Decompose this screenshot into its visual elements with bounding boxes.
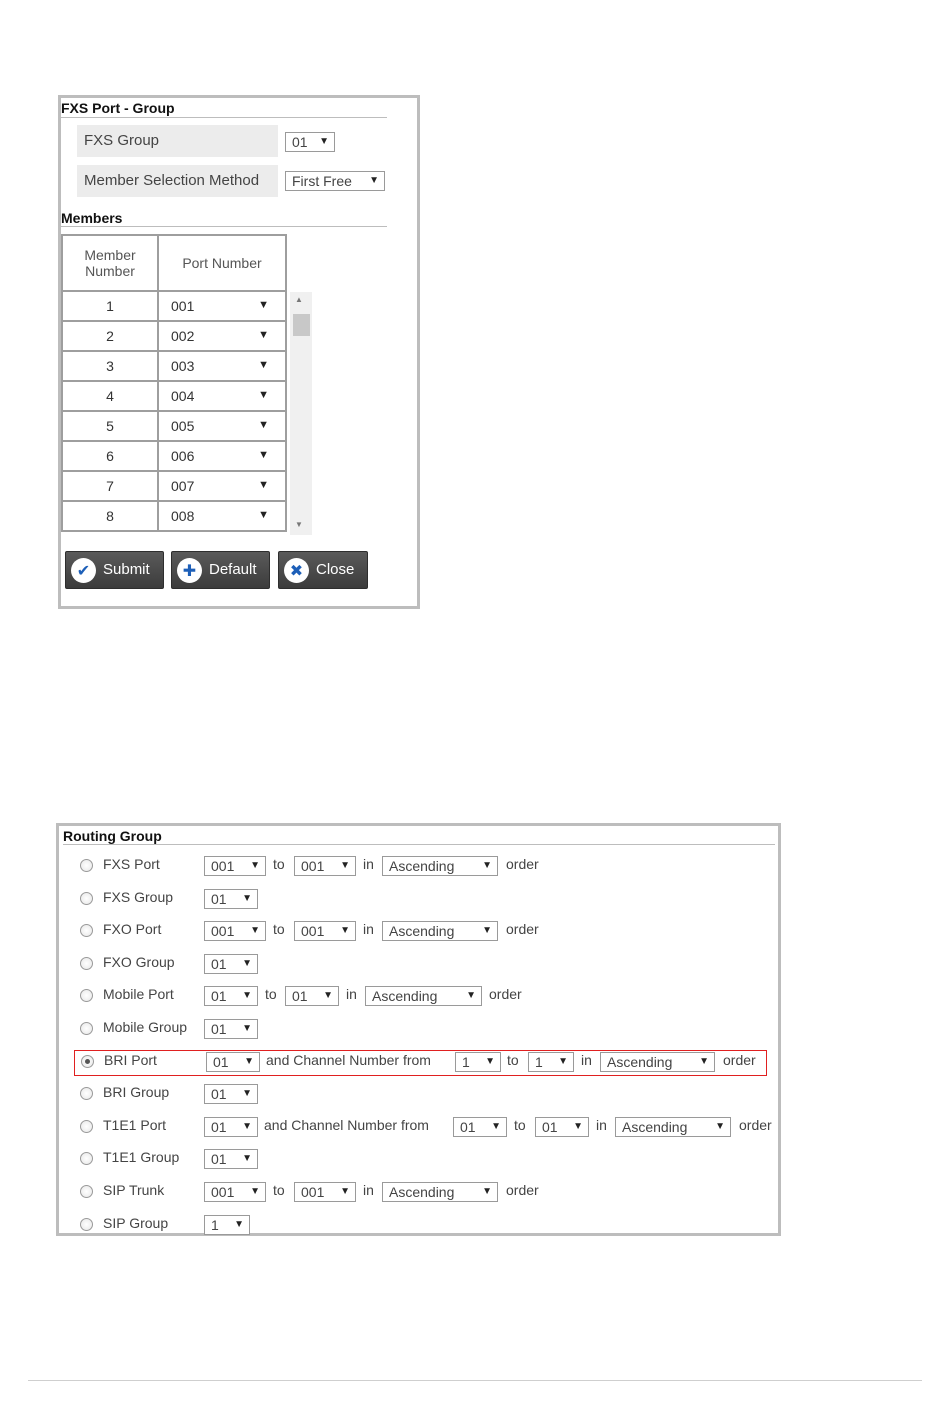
order-select[interactable] xyxy=(382,856,498,876)
in-text: in xyxy=(363,856,374,872)
order-select[interactable] xyxy=(365,986,482,1006)
route-type-radio[interactable] xyxy=(80,1120,93,1133)
port-number-select[interactable] xyxy=(158,441,286,471)
chevron-down-icon: ▼ xyxy=(242,1120,252,1132)
chevron-down-icon: ▼ xyxy=(242,990,252,1002)
to-text: to xyxy=(507,1051,519,1068)
routing-row xyxy=(59,1181,778,1209)
from-select-value: 001 xyxy=(211,1184,235,1200)
chevron-down-icon: ▼ xyxy=(340,925,350,937)
member-number: 5 xyxy=(62,411,158,441)
channel-from-select[interactable] xyxy=(453,1117,507,1137)
order-select-value: Ascending xyxy=(389,858,455,874)
members-divider xyxy=(61,226,387,227)
group-select-value: 01 xyxy=(211,955,227,972)
table-row xyxy=(62,441,286,471)
fxs-group-select[interactable] xyxy=(285,132,335,152)
chevron-down-icon: ▼ xyxy=(258,419,269,431)
port-number-value: 008 xyxy=(171,508,195,524)
order-select[interactable] xyxy=(600,1052,715,1072)
routing-group-panel xyxy=(56,823,781,1236)
group-select-value: 01 xyxy=(211,1021,227,1037)
order-select-value: Ascending xyxy=(389,923,455,940)
default-button[interactable] xyxy=(171,551,270,589)
to-select-value: 001 xyxy=(301,858,325,874)
members-table-viewport xyxy=(61,234,317,534)
chevron-down-icon: ▼ xyxy=(323,990,333,1002)
group-select[interactable] xyxy=(204,1084,258,1104)
route-type-radio[interactable] xyxy=(80,1152,93,1165)
chevron-down-icon: ▼ xyxy=(466,990,476,1002)
chevron-down-icon: ▼ xyxy=(558,1055,568,1067)
route-type-radio[interactable] xyxy=(80,1022,93,1035)
group-select[interactable] xyxy=(204,1149,258,1169)
page-footer-divider xyxy=(28,1380,922,1381)
chevron-down-icon: ▼ xyxy=(369,175,379,186)
order-text: order xyxy=(489,986,522,1003)
route-type-label: BRI Port xyxy=(104,1051,157,1068)
order-text: order xyxy=(723,1051,756,1068)
from-select[interactable] xyxy=(204,1182,266,1202)
member-number: 2 xyxy=(62,321,158,351)
chevron-down-icon: ▼ xyxy=(244,1055,254,1067)
group-select-value: 01 xyxy=(211,890,227,907)
col-member-number-label: Member Number xyxy=(84,247,136,279)
port-number-select[interactable] xyxy=(158,471,286,501)
member-selection-select[interactable] xyxy=(285,171,385,191)
port-number-value: 002 xyxy=(171,328,195,344)
port-number-select[interactable] xyxy=(158,501,286,531)
routing-row xyxy=(59,985,778,1013)
close-button[interactable] xyxy=(278,551,368,589)
member-selection-label: Member Selection Method xyxy=(77,165,278,197)
members-body xyxy=(62,291,286,531)
channel-from-text: and Channel Number from xyxy=(264,1116,429,1133)
channel-from-text: and Channel Number from xyxy=(266,1051,431,1068)
member-number: 3 xyxy=(62,351,158,381)
scroll-down-icon[interactable]: ▼ xyxy=(295,520,303,529)
table-row xyxy=(62,351,286,381)
route-type-radio[interactable] xyxy=(80,957,93,970)
routing-row xyxy=(59,888,778,916)
to-select-value: 01 xyxy=(292,988,308,1005)
routing-row xyxy=(59,1018,778,1046)
order-text: order xyxy=(506,1182,539,1198)
order-select-value: Ascending xyxy=(389,1184,455,1200)
chevron-down-icon: ▼ xyxy=(242,1153,252,1165)
chevron-down-icon: ▼ xyxy=(242,892,252,904)
route-type-radio[interactable] xyxy=(80,1087,93,1100)
table-row xyxy=(62,501,286,531)
channel-from-select[interactable] xyxy=(455,1052,501,1072)
chevron-down-icon: ▼ xyxy=(258,299,269,311)
route-type-radio[interactable] xyxy=(80,924,93,937)
group-select-value: 1 xyxy=(211,1216,219,1233)
table-row xyxy=(62,291,286,321)
routing-row xyxy=(59,953,778,981)
route-type-label: Mobile Group xyxy=(103,1019,188,1035)
channel-from-select-value: 1 xyxy=(462,1053,470,1070)
from-select[interactable] xyxy=(204,856,266,876)
routing-row xyxy=(59,1083,778,1111)
channel-to-select-value: 01 xyxy=(542,1118,558,1135)
route-type-radio[interactable] xyxy=(80,1185,93,1198)
port-number-select[interactable] xyxy=(158,381,286,411)
from-select-value: 01 xyxy=(211,988,227,1005)
port-number-value: 004 xyxy=(171,388,195,404)
chevron-down-icon: ▼ xyxy=(242,1088,252,1100)
col-member-number xyxy=(62,235,158,291)
group-select[interactable] xyxy=(204,889,258,909)
chevron-down-icon: ▼ xyxy=(258,449,269,461)
route-type-label: BRI Group xyxy=(103,1084,170,1101)
routing-row xyxy=(74,1050,767,1076)
members-table xyxy=(61,234,287,532)
member-number: 7 xyxy=(62,471,158,501)
table-row xyxy=(62,321,286,351)
routing-title-divider xyxy=(63,844,775,845)
port-number-select[interactable] xyxy=(158,351,286,381)
group-select[interactable] xyxy=(204,1019,258,1039)
chevron-down-icon: ▼ xyxy=(491,1120,501,1132)
member-number: 1 xyxy=(62,291,158,321)
col-port-number: Port Number xyxy=(158,235,286,291)
member-selection-value: First Free xyxy=(292,173,352,189)
port-number-select[interactable] xyxy=(158,321,286,351)
order-text: order xyxy=(739,1116,772,1133)
routing-panel-title: Routing Group xyxy=(63,828,162,844)
order-select-value: Ascending xyxy=(607,1053,673,1070)
chevron-down-icon: ▼ xyxy=(258,509,269,521)
to-select[interactable] xyxy=(294,921,356,941)
route-type-radio[interactable] xyxy=(80,892,93,905)
port-number-value: 006 xyxy=(171,448,195,464)
routing-row xyxy=(59,1116,778,1144)
route-type-label: FXO Port xyxy=(103,921,162,938)
chevron-down-icon: ▼ xyxy=(258,329,269,341)
routing-row xyxy=(59,855,778,883)
routing-row xyxy=(59,1214,778,1242)
member-number: 8 xyxy=(62,501,158,531)
table-scrollbar[interactable] xyxy=(290,292,312,535)
chevron-down-icon: ▼ xyxy=(715,1120,725,1132)
to-select-value: 001 xyxy=(301,923,325,940)
from-select[interactable] xyxy=(204,986,258,1006)
route-type-label: FXS Port xyxy=(103,856,160,872)
chevron-down-icon: ▼ xyxy=(242,957,252,969)
port-number-value: 003 xyxy=(171,358,195,374)
fxs-group-label: FXS Group xyxy=(77,125,278,157)
in-text: in xyxy=(596,1116,607,1133)
order-text: order xyxy=(506,856,539,872)
group-select-value: 01 xyxy=(211,1151,227,1168)
to-select[interactable] xyxy=(294,856,356,876)
port-select-value: 01 xyxy=(211,1118,227,1135)
route-type-label: FXS Group xyxy=(103,888,174,905)
in-text: in xyxy=(346,986,357,1003)
chevron-down-icon: ▼ xyxy=(250,1186,260,1197)
chevron-down-icon: ▼ xyxy=(234,1218,244,1230)
chevron-down-icon: ▼ xyxy=(258,389,269,401)
in-text: in xyxy=(363,921,374,938)
routing-row xyxy=(59,1148,778,1176)
port-number-value: 005 xyxy=(171,418,195,434)
channel-to-select[interactable] xyxy=(535,1117,589,1137)
chevron-down-icon: ▼ xyxy=(258,479,269,491)
fxs-panel-title: FXS Port - Group xyxy=(61,100,175,116)
group-select[interactable] xyxy=(204,1215,250,1235)
table-row xyxy=(62,411,286,441)
title-divider xyxy=(61,117,387,118)
chevron-down-icon: ▼ xyxy=(485,1055,495,1067)
chevron-down-icon: ▼ xyxy=(482,1186,492,1197)
puzzle-icon: ✚ xyxy=(177,558,202,583)
in-text: in xyxy=(581,1051,592,1068)
chevron-down-icon: ▼ xyxy=(340,860,350,871)
fxs-port-group-panel xyxy=(58,95,420,609)
routing-row xyxy=(59,920,778,948)
fxs-group-value: 01 xyxy=(292,134,308,150)
chevron-down-icon: ▼ xyxy=(242,1023,252,1034)
to-text: to xyxy=(514,1116,526,1133)
scroll-thumb[interactable] xyxy=(293,314,310,336)
port-number-select[interactable] xyxy=(158,291,286,321)
table-row xyxy=(62,381,286,411)
order-select[interactable] xyxy=(382,1182,498,1202)
group-select[interactable] xyxy=(204,954,258,974)
submit-button[interactable] xyxy=(65,551,164,589)
chevron-down-icon: ▼ xyxy=(340,1186,350,1197)
route-type-label: SIP Trunk xyxy=(103,1182,165,1198)
scroll-up-icon[interactable]: ▲ xyxy=(295,295,303,304)
order-text: order xyxy=(506,921,539,938)
channel-to-select-value: 1 xyxy=(535,1053,543,1070)
port-number-value: 007 xyxy=(171,478,195,494)
from-select-value: 001 xyxy=(211,923,235,940)
chevron-down-icon: ▼ xyxy=(319,136,329,147)
route-type-radio[interactable] xyxy=(80,859,93,872)
to-select-value: 001 xyxy=(301,1184,325,1200)
order-select-value: Ascending xyxy=(372,988,438,1005)
port-select-value: 01 xyxy=(213,1053,229,1070)
chevron-down-icon: ▼ xyxy=(573,1120,583,1132)
chevron-down-icon: ▼ xyxy=(250,925,260,937)
from-select[interactable] xyxy=(204,921,266,941)
order-select[interactable] xyxy=(615,1117,731,1137)
chevron-down-icon: ▼ xyxy=(482,925,492,937)
to-text: to xyxy=(265,986,277,1003)
chevron-down-icon: ▼ xyxy=(258,359,269,371)
member-number: 4 xyxy=(62,381,158,411)
port-number-value: 001 xyxy=(171,298,195,314)
to-text: to xyxy=(273,1182,285,1198)
members-title: Members xyxy=(61,210,123,226)
table-row xyxy=(62,471,286,501)
to-select[interactable] xyxy=(285,986,339,1006)
route-type-radio[interactable] xyxy=(80,1218,93,1231)
route-type-label: FXO Group xyxy=(103,953,175,970)
group-select-value: 01 xyxy=(211,1086,227,1103)
route-type-label: T1E1 Group xyxy=(103,1149,180,1166)
chevron-down-icon: ▼ xyxy=(482,860,492,871)
submit-label: Submit xyxy=(103,561,150,578)
close-icon: ✖ xyxy=(284,558,309,583)
chevron-down-icon: ▼ xyxy=(699,1055,709,1067)
route-type-label: Mobile Port xyxy=(103,986,174,1003)
from-select-value: 001 xyxy=(211,858,235,874)
port-number-select[interactable] xyxy=(158,411,286,441)
route-type-radio[interactable] xyxy=(80,989,93,1002)
order-select[interactable] xyxy=(382,921,498,941)
route-type-radio[interactable] xyxy=(81,1055,94,1068)
close-label: Close xyxy=(316,561,355,578)
order-select-value: Ascending xyxy=(622,1118,688,1135)
channel-to-select[interactable] xyxy=(528,1052,574,1072)
to-select[interactable] xyxy=(294,1182,356,1202)
default-label: Default xyxy=(209,561,257,578)
route-type-label: SIP Group xyxy=(103,1214,169,1231)
chevron-down-icon: ▼ xyxy=(250,860,260,871)
to-text: to xyxy=(273,921,285,938)
to-text: to xyxy=(273,856,285,872)
channel-from-select-value: 01 xyxy=(460,1118,476,1135)
checkmark-icon: ✔ xyxy=(71,558,96,583)
route-type-label: T1E1 Port xyxy=(103,1116,167,1133)
member-number: 6 xyxy=(62,441,158,471)
port-select[interactable] xyxy=(204,1117,258,1137)
in-text: in xyxy=(363,1182,374,1198)
port-select[interactable] xyxy=(206,1052,260,1072)
